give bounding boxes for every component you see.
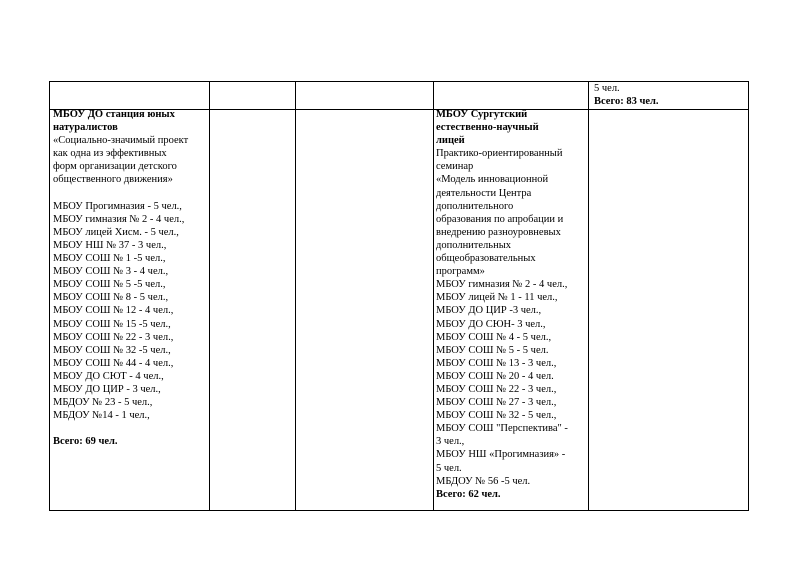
- participant-line: МБОУ СОШ № 15 -5 чел.,: [53, 318, 171, 330]
- prev-row-count: 5 чел.: [594, 83, 620, 94]
- prev-row-total: Всего: 83 чел.: [594, 96, 659, 108]
- event-topic: «Социально-значимый проект: [53, 135, 189, 147]
- column-divider: [588, 82, 589, 510]
- participant-line: МБОУ СОШ № 3 - 4 чел.,: [53, 266, 169, 278]
- institution-title: естественно-научный: [436, 122, 539, 134]
- participant-line: МБДОУ №14 - 1 чел.,: [53, 410, 150, 422]
- event-topic: Практико-ориентированный: [436, 148, 563, 160]
- participant-line: МБОУ СОШ "Перспектива" -: [436, 423, 568, 435]
- event-topic: программ»: [436, 266, 485, 278]
- event-topic: дополнительных: [436, 239, 512, 251]
- participant-line: МБОУ СОШ № 12 - 4 чел.,: [53, 305, 174, 317]
- participants-total: Всего: 62 чел.: [436, 488, 501, 500]
- column-divider: [295, 82, 296, 510]
- event-topic: общеобразовательных: [436, 253, 536, 265]
- participants-total: Всего: 69 чел.: [53, 436, 118, 448]
- participant-line: МБОУ гимназия № 2 - 4 чел.,: [53, 213, 185, 225]
- participant-line: МБДОУ № 23 - 5 чел.,: [53, 397, 153, 409]
- institution-title: натуралистов: [53, 122, 118, 134]
- schedule-table: [49, 81, 749, 511]
- participant-line: МБОУ НШ «Прогимназия» -: [436, 449, 566, 461]
- event-topic: общественного движения»: [53, 174, 173, 186]
- participant-line: МБОУ Прогимназия - 5 чел.,: [53, 200, 182, 212]
- prev-row-col5-cell: [594, 82, 744, 108]
- participant-line: МБОУ лицей Хисм. - 5 чел.,: [53, 226, 179, 238]
- participant-line: МБОУ СОШ № 8 - 5 чел.,: [53, 292, 169, 304]
- participant-line: МБДОУ № 56 -5 чел.: [436, 475, 531, 487]
- participant-line: МБОУ СОШ № 32 - 5 чел.,: [436, 410, 557, 422]
- institution-title: МБОУ Сургутский: [436, 109, 528, 120]
- participant-line: МБОУ ДО СЮН- 3 чел.,: [436, 318, 546, 330]
- participant-line: МБОУ СОШ № 22 - 3 чел.,: [436, 383, 557, 395]
- event-topic: образования по апробации и: [436, 213, 564, 225]
- participant-line: МБОУ СОШ № 5 -5 чел.,: [53, 279, 166, 291]
- event-topic: дополнительного: [436, 200, 514, 212]
- participant-line: МБОУ СОШ № 44 - 4 чел.,: [53, 357, 174, 369]
- participant-line: МБОУ СОШ № 32 -5 чел.,: [53, 344, 171, 356]
- column-divider: [209, 82, 210, 510]
- row-col4-cell: [436, 108, 584, 501]
- event-topic: как одна из эффективных: [53, 148, 167, 160]
- institution-title: лицей: [436, 135, 465, 147]
- event-topic: семинар: [436, 161, 474, 173]
- participant-line: МБОУ СОШ № 4 - 5 чел.,: [436, 331, 552, 343]
- participant-line: МБОУ СОШ № 13 - 3 чел.,: [436, 357, 557, 369]
- institution-title: МБОУ ДО станция юных: [53, 109, 175, 120]
- participant-line: 5 чел.: [436, 462, 462, 474]
- participant-line: МБОУ СОШ № 22 - 3 чел.,: [53, 331, 174, 343]
- participant-line: МБОУ лицей № 1 - 11 чел.,: [436, 292, 558, 304]
- participant-line: МБОУ СОШ № 5 - 5 чел.: [436, 344, 549, 356]
- row-col1-cell: [53, 108, 208, 448]
- participant-line: МБОУ НШ № 37 - 3 чел.,: [53, 239, 167, 251]
- spacer: [53, 187, 208, 200]
- participant-line: МБОУ ДО ЦИР - 3 чел.,: [53, 383, 161, 395]
- event-topic: форм организации детского: [53, 161, 177, 173]
- event-topic: «Модель инновационной: [436, 174, 549, 186]
- participant-line: МБОУ СОШ № 20 - 4 чел.: [436, 370, 554, 382]
- participant-line: МБОУ гимназия № 2 - 4 чел.,: [436, 279, 568, 291]
- column-divider: [433, 82, 434, 510]
- participant-line: МБОУ ДО ЦИР -3 чел.,: [436, 305, 542, 317]
- event-topic: внедрению разноуровневых: [436, 226, 561, 238]
- participant-line: МБОУ ДО СЮТ - 4 чел.,: [53, 370, 164, 382]
- participant-line: МБОУ СОШ № 27 - 3 чел.,: [436, 397, 557, 409]
- event-topic: деятельности Центра: [436, 187, 532, 199]
- participant-line: МБОУ СОШ № 1 -5 чел.,: [53, 253, 166, 265]
- participant-line: 3 чел.,: [436, 436, 465, 448]
- spacer: [53, 422, 208, 435]
